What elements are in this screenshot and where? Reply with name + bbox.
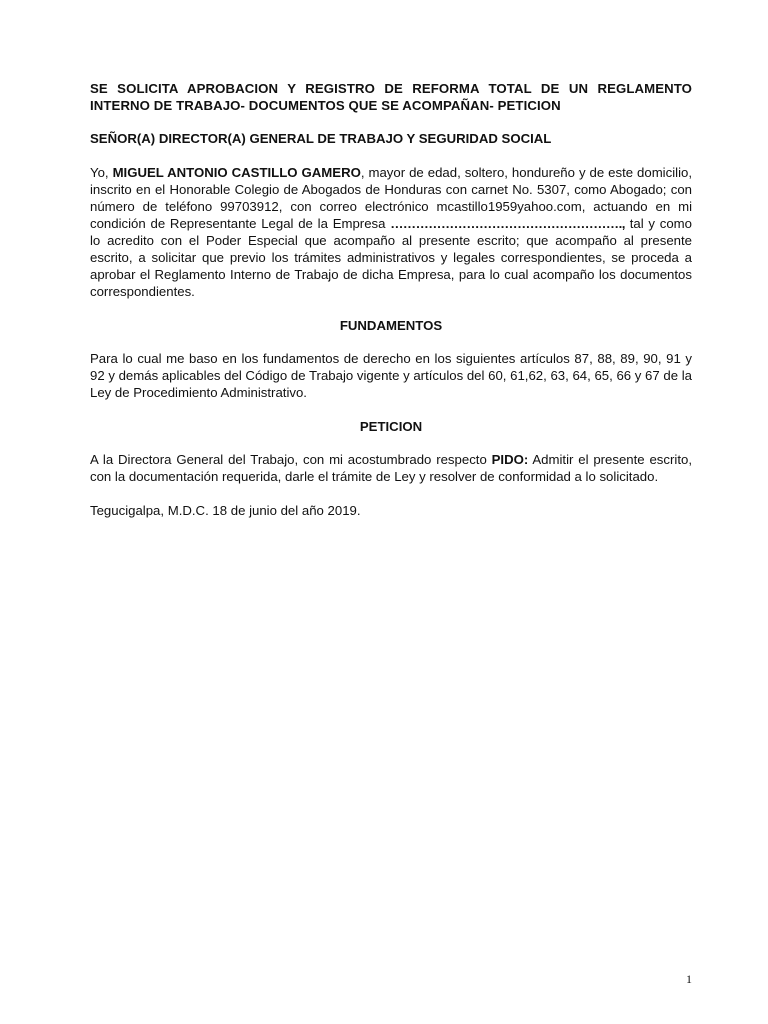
- fundamentos-heading: FUNDAMENTOS: [339, 318, 443, 333]
- peticion-text-1: A la Directora General del Trabajo, con mi acostumbrado respecto: [90, 452, 492, 467]
- page-number: 1: [686, 972, 692, 986]
- addressee-line: SEÑOR(A) DIRECTOR(A) GENERAL DE TRABAJO Y SEGURIDAD SOCIAL: [90, 131, 552, 146]
- peticion-text-2: Admitir el presente escrito, con la documentación requerida, darle el trámite de Ley y resolver de conformidad a lo solicitado.: [90, 452, 692, 484]
- place-date-line: Tegucigalpa, M.D.C. 18 de junio del año 2019.: [90, 503, 361, 518]
- document-body: [90, 80, 692, 536]
- intro-text-1: , mayor de edad, soltero, hondureño y de este domicilio, inscrito en el Honorable Colegio de Abogados de Honduras con carnet No. 5307, como Abogado; con número de teléfono 99703912, con correo electrónico mcastillo1959yahoo.com, actuando en mi condición de Representante Legal de la Empresa: [90, 165, 692, 231]
- pido-label: PIDO:: [491, 452, 529, 467]
- peticion-heading: PETICION: [359, 419, 423, 434]
- company-name-placeholder: ……………………………………………….,: [390, 216, 625, 231]
- intro-text-2: tal y como lo acredito con el Poder Especial que acompaño al presente escrito; que acompaño al presente escrito, a solicitar que previo los trámites administrativos y legales correspondientes, se proceda a aprobar el Reglamento Interno de Trabajo de dicha Empresa, para lo cual acompaño los documentos correspondientes.: [90, 216, 693, 299]
- intro-opening: Yo,: [90, 165, 113, 180]
- peticion-paragraph: [90, 451, 692, 485]
- document-title: SE SOLICITA APROBACION Y REGISTRO DE REFORMA TOTAL DE UN REGLAMENTO INTERNO DE TRABAJO- DOCUMENTOS QUE SE ACOMPAÑAN- PETICION: [90, 81, 692, 113]
- fundamentos-paragraph: Para lo cual me baso en los fundamentos de derecho en los siguientes artículos 87, 88, 89, 90, 91 y 92 y demás aplicables del Código de Trabajo vigente y artículos del 60, 61,62, 63, 64, 65, 66 y 67 de la Ley de Procedimiento Administrativo.: [90, 351, 692, 400]
- intro-paragraph: [90, 164, 692, 300]
- applicant-name: MIGUEL ANTONIO CASTILLO GAMERO: [112, 165, 361, 180]
